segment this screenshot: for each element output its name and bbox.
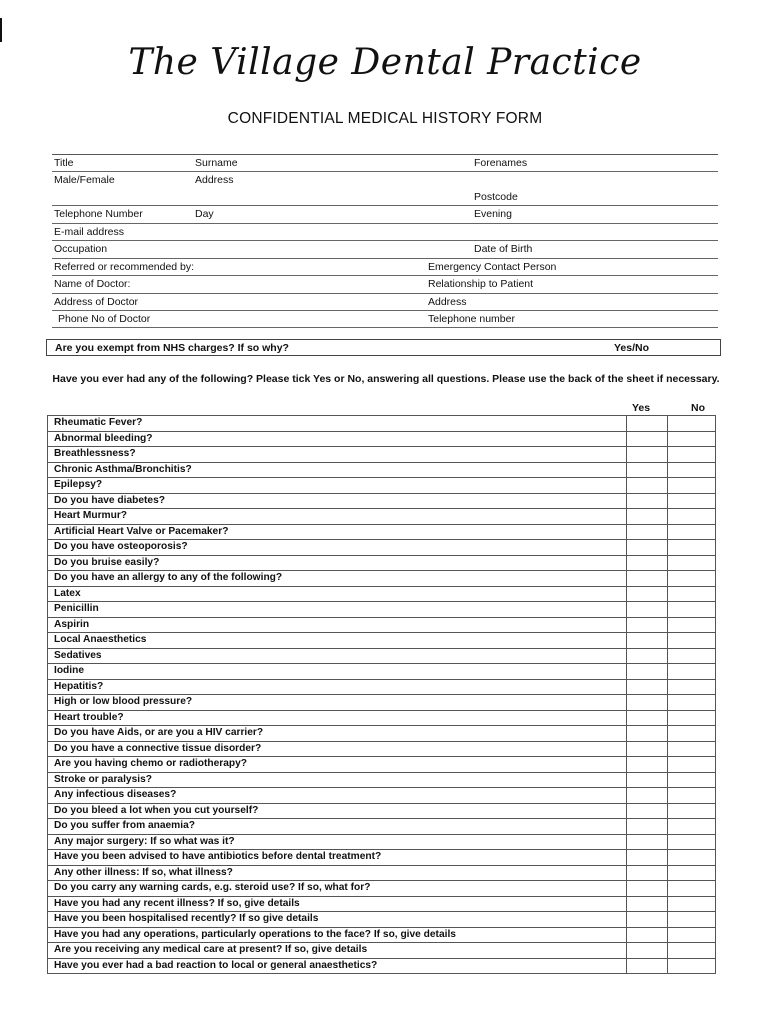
- no-checkbox[interactable]: [668, 633, 716, 649]
- yes-checkbox[interactable]: [627, 788, 668, 804]
- question-text: Heart Murmur?: [48, 509, 627, 525]
- details-row-email: [52, 224, 718, 241]
- question-text: Do you carry any warning cards, e.g. steroid use? If so, what for?: [48, 881, 627, 897]
- yes-checkbox[interactable]: [627, 819, 668, 835]
- no-checkbox[interactable]: [668, 540, 716, 556]
- yes-checkbox[interactable]: [627, 633, 668, 649]
- occupation-field-label[interactable]: Occupation: [54, 243, 108, 256]
- table-row: [48, 571, 716, 587]
- details-row-doctor-phone: [52, 311, 718, 328]
- yes-checkbox[interactable]: [627, 850, 668, 866]
- question-text: Do you have a connective tissue disorder?: [48, 741, 627, 757]
- postcode-field-label[interactable]: Postcode: [474, 190, 518, 203]
- table-row: [48, 803, 716, 819]
- question-text: Have you had any operations, particularly operations to the face? If so, give details: [48, 927, 627, 943]
- no-checkbox[interactable]: [668, 958, 716, 974]
- yes-checkbox[interactable]: [627, 695, 668, 711]
- table-row: [48, 447, 716, 463]
- nhs-exempt-box[interactable]: [46, 339, 721, 356]
- no-checkbox[interactable]: [668, 586, 716, 602]
- yes-checkbox[interactable]: [627, 571, 668, 587]
- table-row: [48, 819, 716, 835]
- question-text: Aspirin: [48, 617, 627, 633]
- yes-column-header: Yes: [632, 402, 651, 414]
- question-text: Do you have diabetes?: [48, 493, 627, 509]
- yes-checkbox[interactable]: [627, 927, 668, 943]
- no-checkbox[interactable]: [668, 571, 716, 587]
- no-checkbox[interactable]: [668, 803, 716, 819]
- table-row: [48, 602, 716, 618]
- day-phone-field-label[interactable]: Day: [195, 208, 214, 221]
- question-text: Hepatitis?: [48, 679, 627, 695]
- question-text: Have you been hospitalised recently? If so give details: [48, 912, 627, 928]
- table-row: [48, 478, 716, 494]
- table-row: [48, 509, 716, 525]
- no-checkbox[interactable]: [668, 881, 716, 897]
- yes-checkbox[interactable]: [627, 834, 668, 850]
- question-text: Rheumatic Fever?: [48, 416, 627, 432]
- form-title: CONFIDENTIAL MEDICAL HISTORY FORM: [227, 110, 543, 127]
- table-row: [48, 462, 716, 478]
- no-checkbox[interactable]: [668, 664, 716, 680]
- no-checkbox[interactable]: [668, 788, 716, 804]
- question-text: Abnormal bleeding?: [48, 431, 627, 447]
- no-checkbox[interactable]: [668, 726, 716, 742]
- practice-name: The Village Dental Practice: [128, 42, 642, 83]
- table-row: [48, 555, 716, 571]
- evening-phone-field-label[interactable]: Evening: [474, 208, 512, 221]
- question-text: Local Anaesthetics: [48, 633, 627, 649]
- yes-checkbox[interactable]: [627, 803, 668, 819]
- referred-field-label[interactable]: Referred or recommended by:: [54, 260, 195, 273]
- question-text: Heart trouble?: [48, 710, 627, 726]
- question-text: Epilepsy?: [48, 478, 627, 494]
- table-row: [48, 617, 716, 633]
- dob-field-label[interactable]: Date of Birth: [474, 243, 533, 256]
- no-checkbox[interactable]: [668, 896, 716, 912]
- yes-checkbox[interactable]: [627, 741, 668, 757]
- question-text: Do you bleed a lot when you cut yourself?: [48, 803, 627, 819]
- details-row-occupation: [52, 241, 718, 258]
- nhs-exempt-answer[interactable]: Yes/No: [614, 342, 650, 354]
- table-row: [48, 772, 716, 788]
- question-text: Stroke or paralysis?: [48, 772, 627, 788]
- question-text: Do you bruise easily?: [48, 555, 627, 571]
- details-row-doctor-address: [52, 294, 718, 311]
- table-row: [48, 524, 716, 540]
- yes-checkbox[interactable]: [627, 757, 668, 773]
- details-row-referral: [52, 259, 718, 276]
- question-text: Do you have an allergy to any of the following?: [48, 571, 627, 587]
- email-field-label[interactable]: E-mail address: [54, 225, 125, 238]
- question-text: Have you ever had a bad reaction to local or general anaesthetics?: [48, 958, 627, 974]
- table-row: [48, 741, 716, 757]
- sex-field-label[interactable]: Male/Female: [54, 174, 115, 187]
- table-row: [48, 431, 716, 447]
- question-text: Have you had any recent illness? If so, give details: [48, 896, 627, 912]
- details-row-name: [52, 155, 718, 172]
- no-checkbox[interactable]: [668, 648, 716, 664]
- table-row: [48, 757, 716, 773]
- contact-phone-field-label[interactable]: Telephone number: [428, 312, 515, 325]
- details-row-telephone: [52, 206, 718, 223]
- no-checkbox[interactable]: [668, 772, 716, 788]
- no-checkbox[interactable]: [668, 555, 716, 571]
- table-row: [48, 633, 716, 649]
- table-row: [48, 958, 716, 974]
- yes-checkbox[interactable]: [627, 958, 668, 974]
- nhs-exempt-question: Are you exempt from NHS charges? If so why?: [55, 342, 289, 354]
- yes-checkbox[interactable]: [627, 586, 668, 602]
- question-text: Are you receiving any medical care at present? If so, give details: [48, 943, 627, 959]
- page-corner-mark: [0, 18, 2, 42]
- no-checkbox[interactable]: [668, 493, 716, 509]
- yes-checkbox[interactable]: [627, 540, 668, 556]
- surname-field-label[interactable]: Surname: [195, 157, 238, 169]
- doctor-phone-field-label[interactable]: Phone No of Doctor: [58, 312, 151, 325]
- question-text: Sedatives: [48, 648, 627, 664]
- yes-checkbox[interactable]: [627, 912, 668, 928]
- forenames-field-label[interactable]: Forenames: [474, 157, 528, 169]
- doctor-address-field-label[interactable]: Address of Doctor: [54, 295, 139, 308]
- no-checkbox[interactable]: [668, 757, 716, 773]
- doctor-name-field-label[interactable]: Name of Doctor:: [54, 278, 131, 291]
- question-text: Do you have osteoporosis?: [48, 540, 627, 556]
- table-row: [48, 865, 716, 881]
- details-row-postcode: [52, 189, 718, 206]
- address-field-label[interactable]: Address: [195, 174, 234, 187]
- no-checkbox[interactable]: [668, 834, 716, 850]
- table-row: [48, 695, 716, 711]
- question-text: Artificial Heart Valve or Pacemaker?: [48, 524, 627, 540]
- details-row-sex-address: [52, 172, 718, 188]
- table-row: [48, 788, 716, 804]
- no-checkbox[interactable]: [668, 509, 716, 525]
- table-row: [48, 493, 716, 509]
- table-row: [48, 943, 716, 959]
- no-checkbox[interactable]: [668, 912, 716, 928]
- yes-checkbox[interactable]: [627, 447, 668, 463]
- no-checkbox[interactable]: [668, 462, 716, 478]
- yes-checkbox[interactable]: [627, 943, 668, 959]
- emergency-contact-field-label[interactable]: Emergency Contact Person: [428, 260, 557, 273]
- no-checkbox[interactable]: [668, 524, 716, 540]
- table-row: [48, 586, 716, 602]
- question-text: Breathlessness?: [48, 447, 627, 463]
- patient-details-section: [52, 154, 718, 328]
- title-field-label[interactable]: Title: [54, 157, 74, 169]
- yes-checkbox[interactable]: [627, 664, 668, 680]
- no-checkbox[interactable]: [668, 943, 716, 959]
- no-checkbox[interactable]: [668, 447, 716, 463]
- no-checkbox[interactable]: [668, 602, 716, 618]
- no-checkbox[interactable]: [668, 617, 716, 633]
- no-checkbox[interactable]: [668, 679, 716, 695]
- question-text: Any other illness: If so, what illness?: [48, 865, 627, 881]
- question-text: Any major surgery: If so what was it?: [48, 834, 627, 850]
- no-checkbox[interactable]: [668, 710, 716, 726]
- no-checkbox[interactable]: [668, 478, 716, 494]
- yes-checkbox[interactable]: [627, 509, 668, 525]
- no-checkbox[interactable]: [668, 416, 716, 432]
- yes-checkbox[interactable]: [627, 679, 668, 695]
- no-checkbox[interactable]: [668, 819, 716, 835]
- no-checkbox[interactable]: [668, 431, 716, 447]
- contact-address-field-label[interactable]: Address: [428, 295, 467, 308]
- history-instructions: Have you ever had any of the following? Please tick Yes or No, answering all questions. Please use the back of the sheet if necessary.: [52, 373, 720, 385]
- yes-checkbox[interactable]: [627, 555, 668, 571]
- question-text: Penicillin: [48, 602, 627, 618]
- table-row: [48, 927, 716, 943]
- table-row: [48, 881, 716, 897]
- yes-checkbox[interactable]: [627, 865, 668, 881]
- details-row-doctor-name: [52, 276, 718, 293]
- no-checkbox[interactable]: [668, 695, 716, 711]
- telephone-field-label: Telephone Number: [54, 208, 143, 221]
- table-row: [48, 896, 716, 912]
- no-checkbox[interactable]: [668, 741, 716, 757]
- table-row: [48, 710, 716, 726]
- no-column-header: No: [691, 402, 705, 414]
- yes-checkbox[interactable]: [627, 896, 668, 912]
- question-text: Chronic Asthma/Bronchitis?: [48, 462, 627, 478]
- table-row: [48, 416, 716, 432]
- yes-checkbox[interactable]: [627, 726, 668, 742]
- medical-history-table: [47, 415, 716, 974]
- table-row: [48, 679, 716, 695]
- yes-checkbox[interactable]: [627, 881, 668, 897]
- table-row: [48, 664, 716, 680]
- yes-checkbox[interactable]: [627, 462, 668, 478]
- no-checkbox[interactable]: [668, 865, 716, 881]
- yes-checkbox[interactable]: [627, 431, 668, 447]
- question-text: Latex: [48, 586, 627, 602]
- yes-checkbox[interactable]: [627, 493, 668, 509]
- question-text: Iodine: [48, 664, 627, 680]
- table-row: [48, 850, 716, 866]
- no-checkbox[interactable]: [668, 927, 716, 943]
- question-text: High or low blood pressure?: [48, 695, 627, 711]
- table-row: [48, 834, 716, 850]
- question-text: Are you having chemo or radiotherapy?: [48, 757, 627, 773]
- no-checkbox[interactable]: [668, 850, 716, 866]
- yes-checkbox[interactable]: [627, 772, 668, 788]
- yes-checkbox[interactable]: [627, 617, 668, 633]
- question-text: Have you been advised to have antibiotics before dental treatment?: [48, 850, 627, 866]
- yes-checkbox[interactable]: [627, 648, 668, 664]
- yes-checkbox[interactable]: [627, 478, 668, 494]
- yes-checkbox[interactable]: [627, 416, 668, 432]
- question-text: Any infectious diseases?: [48, 788, 627, 804]
- yes-checkbox[interactable]: [627, 602, 668, 618]
- table-row: [48, 912, 716, 928]
- table-row: [48, 540, 716, 556]
- table-row: [48, 648, 716, 664]
- table-row: [48, 726, 716, 742]
- yes-checkbox[interactable]: [627, 524, 668, 540]
- question-text: Do you have Aids, or are you a HIV carrier?: [48, 726, 627, 742]
- relationship-field-label[interactable]: Relationship to Patient: [428, 278, 534, 291]
- yes-checkbox[interactable]: [627, 710, 668, 726]
- question-text: Do you suffer from anaemia?: [48, 819, 627, 835]
